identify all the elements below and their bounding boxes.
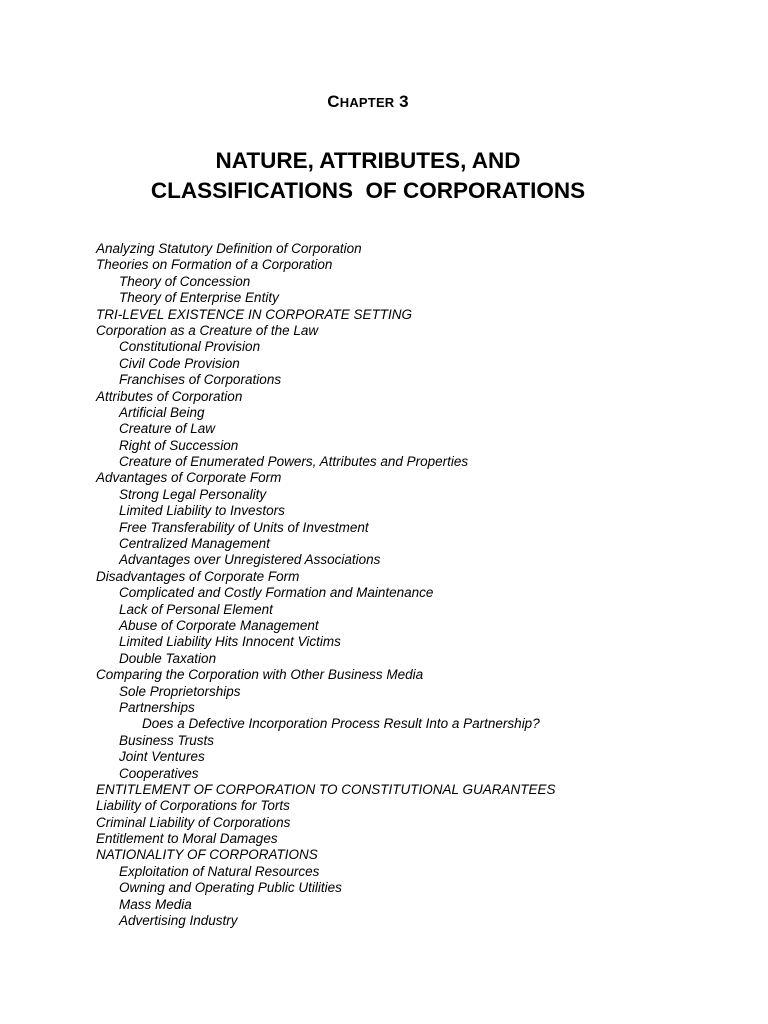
toc-item: Limited Liability Hits Innocent Victims: [119, 634, 341, 650]
toc-item: ENTITLEMENT OF CORPORATION TO CONSTITUTIONAL GUARANTEES: [96, 781, 556, 797]
toc-item: Centralized Management: [119, 536, 270, 552]
chapter-title: [0, 146, 736, 206]
toc-item: Franchises of Corporations: [119, 372, 282, 388]
toc-item: Lack of Personal Element: [119, 601, 273, 617]
table-of-contents: [96, 241, 736, 929]
toc-item: Mass Media: [119, 896, 192, 912]
toc-item: Theories on Formation of a Corporation: [96, 257, 333, 273]
chapter-heading-initial: C: [327, 92, 340, 111]
toc-item: Right of Succession: [119, 437, 239, 453]
chapter-heading: [0, 92, 736, 112]
toc-item: Sole Proprietorships: [119, 683, 241, 699]
toc-item: Theory of Concession: [119, 273, 251, 289]
toc-item: Complicated and Costly Formation and Maintenance: [119, 585, 434, 601]
toc-item: Limited Liability to Investors: [119, 503, 285, 519]
toc-item: Criminal Liability of Corporations: [96, 814, 291, 830]
toc-item: Theory of Enterprise Entity: [119, 290, 279, 306]
toc-item: Does a Defective Incorporation Process Result Into a Partnership?: [142, 716, 540, 732]
toc-item: Creature of Enumerated Powers, Attributes and Properties: [119, 454, 469, 470]
toc-item: Partnerships: [119, 699, 195, 715]
toc-item: Cooperatives: [119, 765, 199, 781]
toc-item: Comparing the Corporation with Other Business Media: [96, 667, 424, 683]
toc-item: Strong Legal Personality: [119, 486, 267, 502]
toc-item: Liability of Corporations for Torts: [96, 798, 290, 814]
toc-item: Advantages over Unregistered Associations: [119, 552, 381, 568]
toc-item: Civil Code Provision: [119, 355, 240, 371]
toc-item: Creature of Law: [119, 421, 216, 437]
chapter-number: 3: [399, 92, 409, 111]
toc-item: Joint Ventures: [119, 749, 205, 765]
chapter-heading-word: HAPTER: [339, 95, 395, 110]
toc-item: Free Transferability of Units of Investment: [119, 519, 369, 535]
toc-item: NATIONALITY OF CORPORATIONS: [96, 847, 318, 863]
toc-item: Entitlement to Moral Damages: [96, 831, 278, 847]
toc-item: Owning and Operating Public Utilities: [119, 880, 342, 896]
toc-item: Exploitation of Natural Resources: [119, 863, 320, 879]
toc-item: Advertising Industry: [119, 913, 238, 929]
toc-item: Business Trusts: [119, 732, 215, 748]
toc-item: Attributes of Corporation: [96, 388, 243, 404]
toc-item: Abuse of Corporate Management: [119, 617, 319, 633]
toc-item: Constitutional Provision: [119, 339, 261, 355]
toc-item: Disadvantages of Corporate Form: [96, 568, 300, 584]
toc-item: Analyzing Statutory Definition of Corporation: [96, 241, 362, 256]
toc-item: Advantages of Corporate Form: [96, 470, 282, 486]
chapter-title-line-1: NATURE, ATTRIBUTES, AND: [215, 148, 521, 173]
toc-item: TRI-LEVEL EXISTENCE IN CORPORATE SETTING: [96, 306, 413, 322]
toc-item: Double Taxation: [119, 650, 217, 666]
chapter-title-line-2: CLASSIFICATIONS OF CORPORATIONS: [150, 178, 586, 203]
toc-item: Artificial Being: [119, 404, 205, 420]
toc-item: Corporation as a Creature of the Law: [96, 322, 319, 338]
